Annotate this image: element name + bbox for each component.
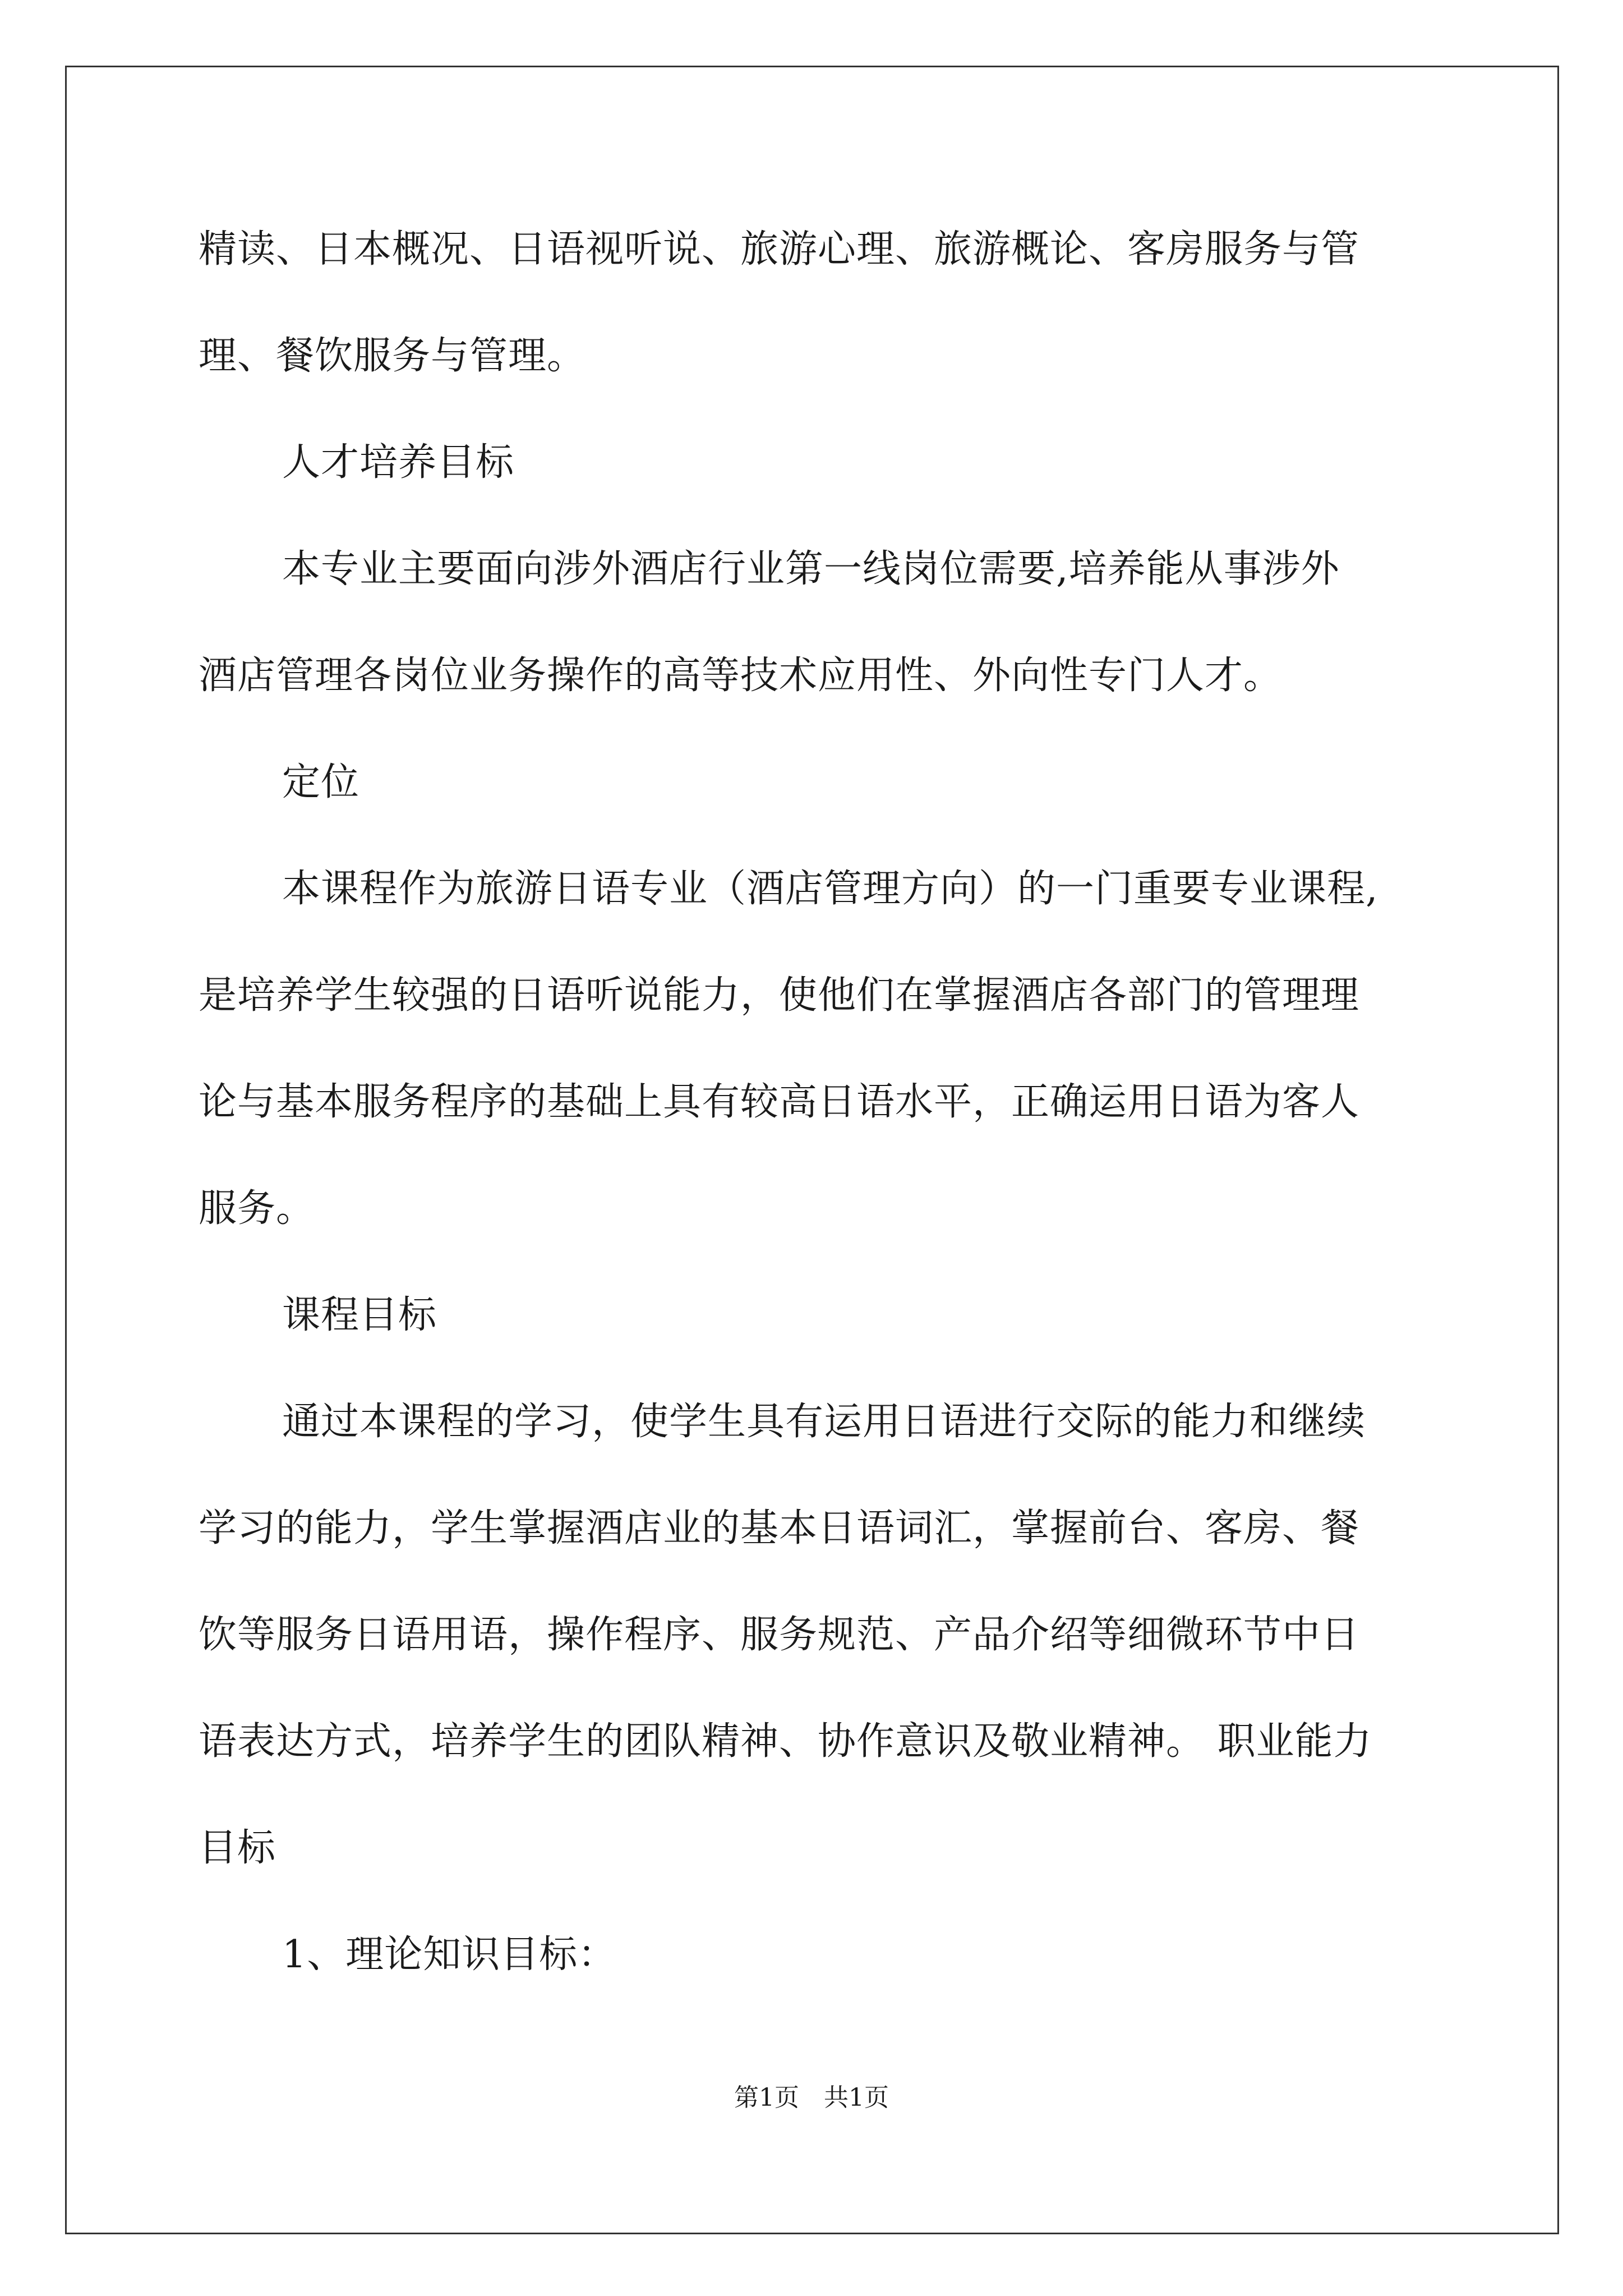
text-line: 学习的能力，学生掌握酒店业的基本日语词汇，掌握前台、客房、餐	[199, 1506, 1360, 1550]
text-line: 语表达方式，培养学生的团队精神、协作意识及敬业精神。 职业能力	[199, 1719, 1372, 1764]
text-line: 目标	[199, 1826, 276, 1870]
text-line: 饮等服务日语用语，操作程序、服务规范、产品介绍等细微环节中日	[199, 1613, 1360, 1657]
text-line: 服务。	[199, 1186, 315, 1231]
text-line: 是培养学生较强的日语听说能力，使他们在掌握酒店各部门的管理理	[199, 973, 1360, 1018]
text-line: 酒店管理各岗位业务操作的高等技术应用性、外向性专门人才。	[199, 654, 1283, 698]
text-line: 理、餐饮服务与管理。	[199, 334, 586, 378]
text-line: 精读、日本概况、日语视听说、旅游心理、旅游概论、客房服务与管	[199, 227, 1360, 272]
text-line: 本课程作为旅游日语专业（酒店管理方向）的一门重要专业课程,	[282, 867, 1378, 911]
text-line: 本专业主要面向涉外酒店行业第一线岗位需要,培养能从事涉外	[282, 547, 1340, 591]
section-heading: 课程目标	[282, 1293, 437, 1337]
page-border	[65, 66, 1559, 2234]
text-line: 论与基本服务程序的基础上具有较高日语水平，正确运用日语为客人	[199, 1080, 1360, 1124]
page-footer: 第1页 共1页	[734, 2083, 889, 2112]
section-heading: 定位	[282, 760, 360, 804]
section-heading: 人才培养目标	[282, 440, 515, 485]
text-line: 通过本课程的学习，使学生具有运用日语进行交际的能力和继续	[282, 1400, 1366, 1444]
section-heading: 1、理论知识目标：	[282, 1932, 617, 1977]
